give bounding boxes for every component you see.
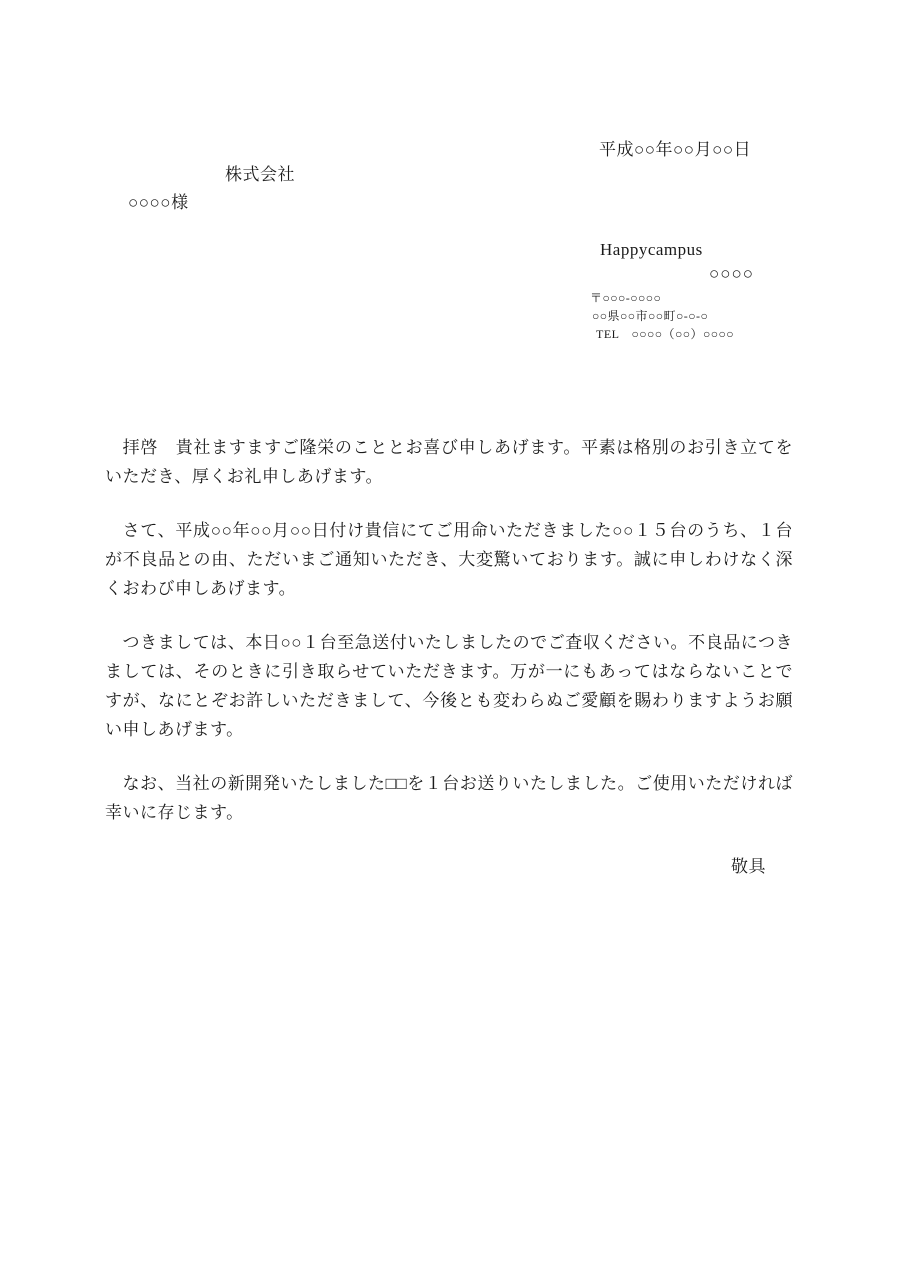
sender-name: ○○○○ [709, 264, 755, 283]
letter-body [105, 433, 793, 881]
body-paragraph-gift: なお、当社の新開発いたしました□□を１台お送りいたしました。ご使用いただければ幸いに存じます。 [105, 774, 793, 822]
body-paragraph-greeting: 拝啓 貴社ますますご隆栄のこととお喜び申しあげます。平素は格別のお引き立てをいただき、厚くお礼申しあげます。 [105, 438, 793, 486]
letter-date: 平成○○年○○月○○日 [599, 140, 752, 159]
sender-postal-code: 〒○○○-○○○○ [590, 291, 662, 305]
closing-word: 敬具 [731, 857, 766, 876]
sender-tel: TEL ○○○○（○○）○○○○ [596, 327, 735, 341]
recipient-company: 株式会社 [225, 165, 295, 184]
body-paragraph-replacement: つきましては、本日○○１台至急送付いたしましたのでご査収ください。不良品につきましては、そのときに引き取らせていただきます。万が一にもあってはならないことですが、なにとぞお許しいただきまして、今後とも変わらぬご愛顧を賜わりますようお願い申しあげます。 [105, 633, 793, 739]
sender-address: ○○県○○市○○町○-○-○ [592, 309, 709, 323]
sender-company: Happycampus [600, 240, 703, 259]
body-paragraph-apology: さて、平成○○年○○月○○日付け貴信にてご用命いただきました○○１５台のうち、１台が不良品との由、ただいまご通知いただき、大変驚いております。誠に申しわけなく深くおわび申しあげます。 [105, 521, 793, 598]
recipient-name: ○○○○様 [128, 193, 189, 212]
